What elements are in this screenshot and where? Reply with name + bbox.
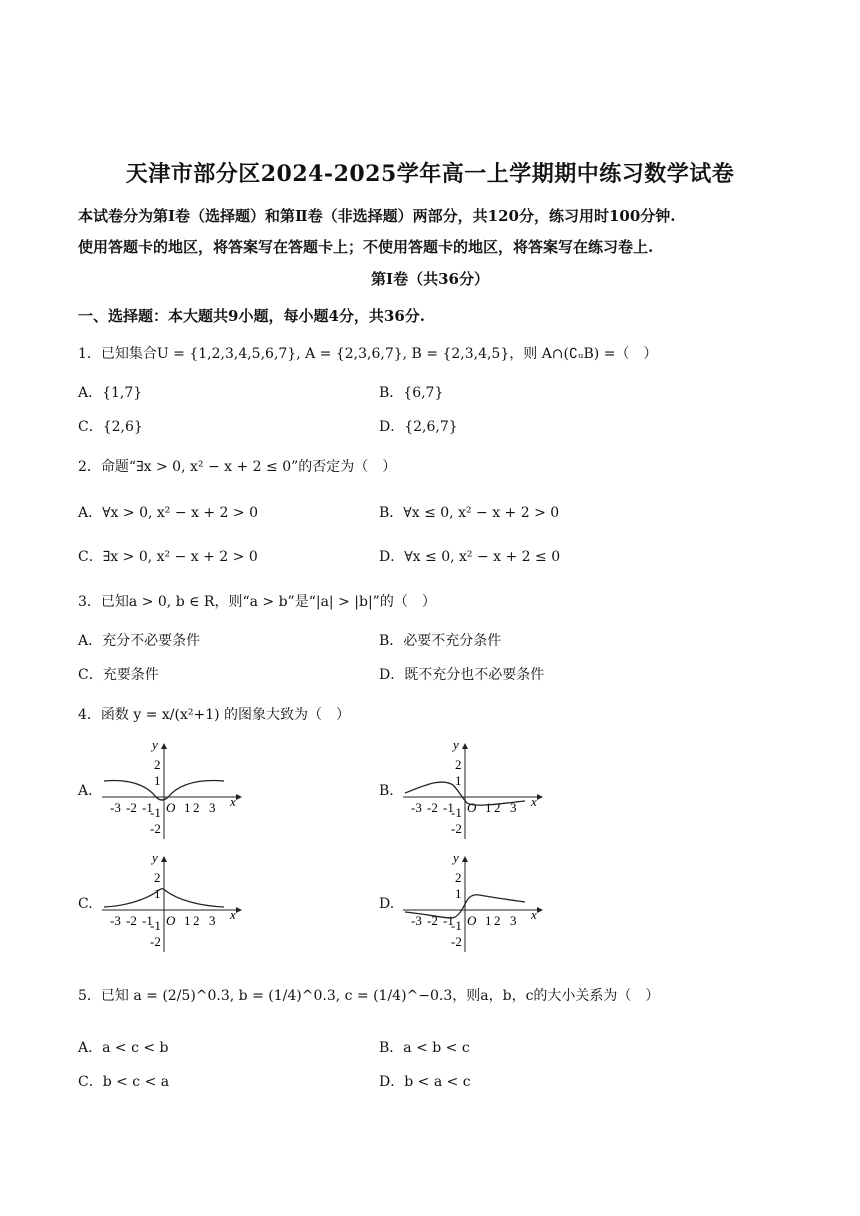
x-axis-label: x [230, 907, 236, 922]
q1-option-c[interactable]: C．{2,6} [78, 419, 143, 435]
q4-option-b[interactable]: B. [379, 783, 394, 799]
y-axis-label: y [152, 850, 158, 865]
q5-option-a[interactable]: A．a < c < b [78, 1040, 169, 1056]
origin-label: O [467, 913, 477, 928]
q3-option-a[interactable]: A．充分不必要条件 [78, 633, 201, 649]
q2-option-a[interactable]: A．∀x > 0, x² − x + 2 > 0 [78, 505, 259, 521]
x-axis-arrow [236, 907, 242, 913]
q2-option-d[interactable]: D．∀x ≤ 0, x² − x + 2 ≤ 0 [379, 549, 561, 565]
origin-label: O [166, 913, 176, 928]
y-tick-label: 2 [455, 757, 462, 772]
y-tick-label: 2 [154, 870, 161, 885]
x-axis-arrow [537, 907, 543, 913]
x-axis-arrow [537, 794, 543, 800]
q1-option-d[interactable]: D．{2,6,7} [379, 419, 458, 435]
y-tick-label: -1 [150, 918, 161, 933]
x-tick-label: 3 [510, 913, 517, 928]
q4-option-c[interactable]: C. [78, 896, 93, 912]
x-axis-label: x [531, 794, 537, 809]
y-axis-label: y [453, 850, 459, 865]
y-axis-arrow [161, 856, 167, 862]
x-tick-label: -2 [126, 800, 137, 815]
q3-option-c[interactable]: C．充要条件 [78, 667, 159, 683]
y-tick-label: 2 [154, 757, 161, 772]
x-axis-label: x [230, 794, 236, 809]
y-tick-label: -2 [150, 934, 161, 949]
q4-graph-b [401, 735, 551, 845]
x-tick-label: -1 [443, 913, 454, 928]
intro-line-2: 使用答题卡的地区，将答案写在答题卡上；不使用答题卡的地区，将答案写在练习卷上. [78, 238, 654, 256]
y-axis-label: y [152, 737, 158, 752]
x-tick-label: 3 [209, 913, 216, 928]
x-tick-label: 3 [510, 800, 517, 815]
y-tick-label: -2 [451, 934, 462, 949]
q2-option-c[interactable]: C．∃x > 0, x² − x + 2 > 0 [78, 549, 258, 565]
x-tick-label: 3 [209, 800, 216, 815]
q4-option-a[interactable]: A. [78, 783, 93, 799]
y-tick-label: 1 [455, 886, 462, 901]
intro-line-1: 本试卷分为第Ⅰ卷（选择题）和第Ⅱ卷（非选择题）两部分，共120分，练习用时100分钟. [78, 207, 676, 225]
x-tick-label: -2 [427, 800, 438, 815]
y-tick-label: -1 [150, 805, 161, 820]
q4-graph-c [100, 848, 250, 958]
x-tick-label: 1 [485, 800, 492, 815]
x-tick-label: -3 [411, 800, 422, 815]
x-tick-label: -3 [110, 800, 121, 815]
y-tick-label: 1 [455, 773, 462, 788]
x-tick-label: 1 [485, 913, 492, 928]
x-tick-label: -3 [411, 913, 422, 928]
x-tick-label: -1 [142, 913, 153, 928]
part-1-title: 第Ⅰ卷（共36分） [371, 270, 489, 288]
x-tick-label: 2 [494, 800, 501, 815]
x-tick-label: -3 [110, 913, 121, 928]
y-tick-label: 1 [154, 773, 161, 788]
q5-option-b[interactable]: B．a < b < c [379, 1040, 470, 1056]
y-axis-arrow [462, 743, 468, 749]
y-axis-arrow [161, 743, 167, 749]
y-tick-label: 1 [154, 886, 161, 901]
x-tick-label: -1 [142, 800, 153, 815]
y-axis-arrow [462, 856, 468, 862]
x-axis-label: x [531, 907, 537, 922]
section-1-title: 一、选择题：本大题共9小题，每小题4分，共36分. [78, 307, 425, 325]
y-tick-label: -1 [451, 805, 462, 820]
question-5-stem: 5．已知 a = (2/5)^0.3, b = (1/4)^0.3, c = (1/4)^−0.3，则a，b，c的大小关系为（ ） [78, 988, 660, 1004]
x-tick-label: -1 [443, 800, 454, 815]
q5-option-c[interactable]: C．b < c < a [78, 1074, 170, 1090]
origin-label: O [166, 800, 176, 815]
q4-graph-a [100, 735, 250, 845]
y-tick-label: -2 [451, 821, 462, 836]
question-3-stem: 3．已知a > 0, b ∈ R，则“a > b”是“|a| > |b|”的（ ） [78, 594, 436, 610]
q3-option-d[interactable]: D．既不充分也不必要条件 [379, 667, 545, 683]
y-tick-label: 2 [455, 870, 462, 885]
question-4-stem: 4．函数 y = x/(x²+1) 的图象大致为（ ） [78, 707, 351, 723]
q4-option-d[interactable]: D. [379, 896, 395, 912]
x-axis-arrow [236, 794, 242, 800]
y-axis-label: y [453, 737, 459, 752]
q2-option-b[interactable]: B．∀x ≤ 0, x² − x + 2 > 0 [379, 505, 560, 521]
x-tick-label: 2 [193, 800, 200, 815]
x-tick-label: 1 [184, 913, 191, 928]
origin-label: O [467, 800, 477, 815]
x-tick-label: -2 [427, 913, 438, 928]
x-tick-label: -2 [126, 913, 137, 928]
q1-option-b[interactable]: B．{6,7} [379, 385, 444, 401]
y-tick-label: -2 [150, 821, 161, 836]
x-tick-label: 1 [184, 800, 191, 815]
x-tick-label: 2 [193, 913, 200, 928]
page-title: 天津市部分区2024-2025学年高一上学期期中练习数学试卷 [125, 161, 735, 187]
y-tick-label: -1 [451, 918, 462, 933]
question-2-stem: 2．命题“∃x > 0, x² − x + 2 ≤ 0”的否定为（ ） [78, 459, 397, 475]
q5-option-d[interactable]: D．b < a < c [379, 1074, 471, 1090]
x-tick-label: 2 [494, 913, 501, 928]
question-1-stem: 1．已知集合U = {1,2,3,4,5,6,7}, A = {2,3,6,7}, B = {2,3,4,5}，则 A∩(∁ᵤB) =（ ） [78, 346, 658, 362]
q3-option-b[interactable]: B．必要不充分条件 [379, 633, 502, 649]
q1-option-a[interactable]: A．{1,7} [78, 385, 143, 401]
q4-graph-d [401, 848, 551, 958]
